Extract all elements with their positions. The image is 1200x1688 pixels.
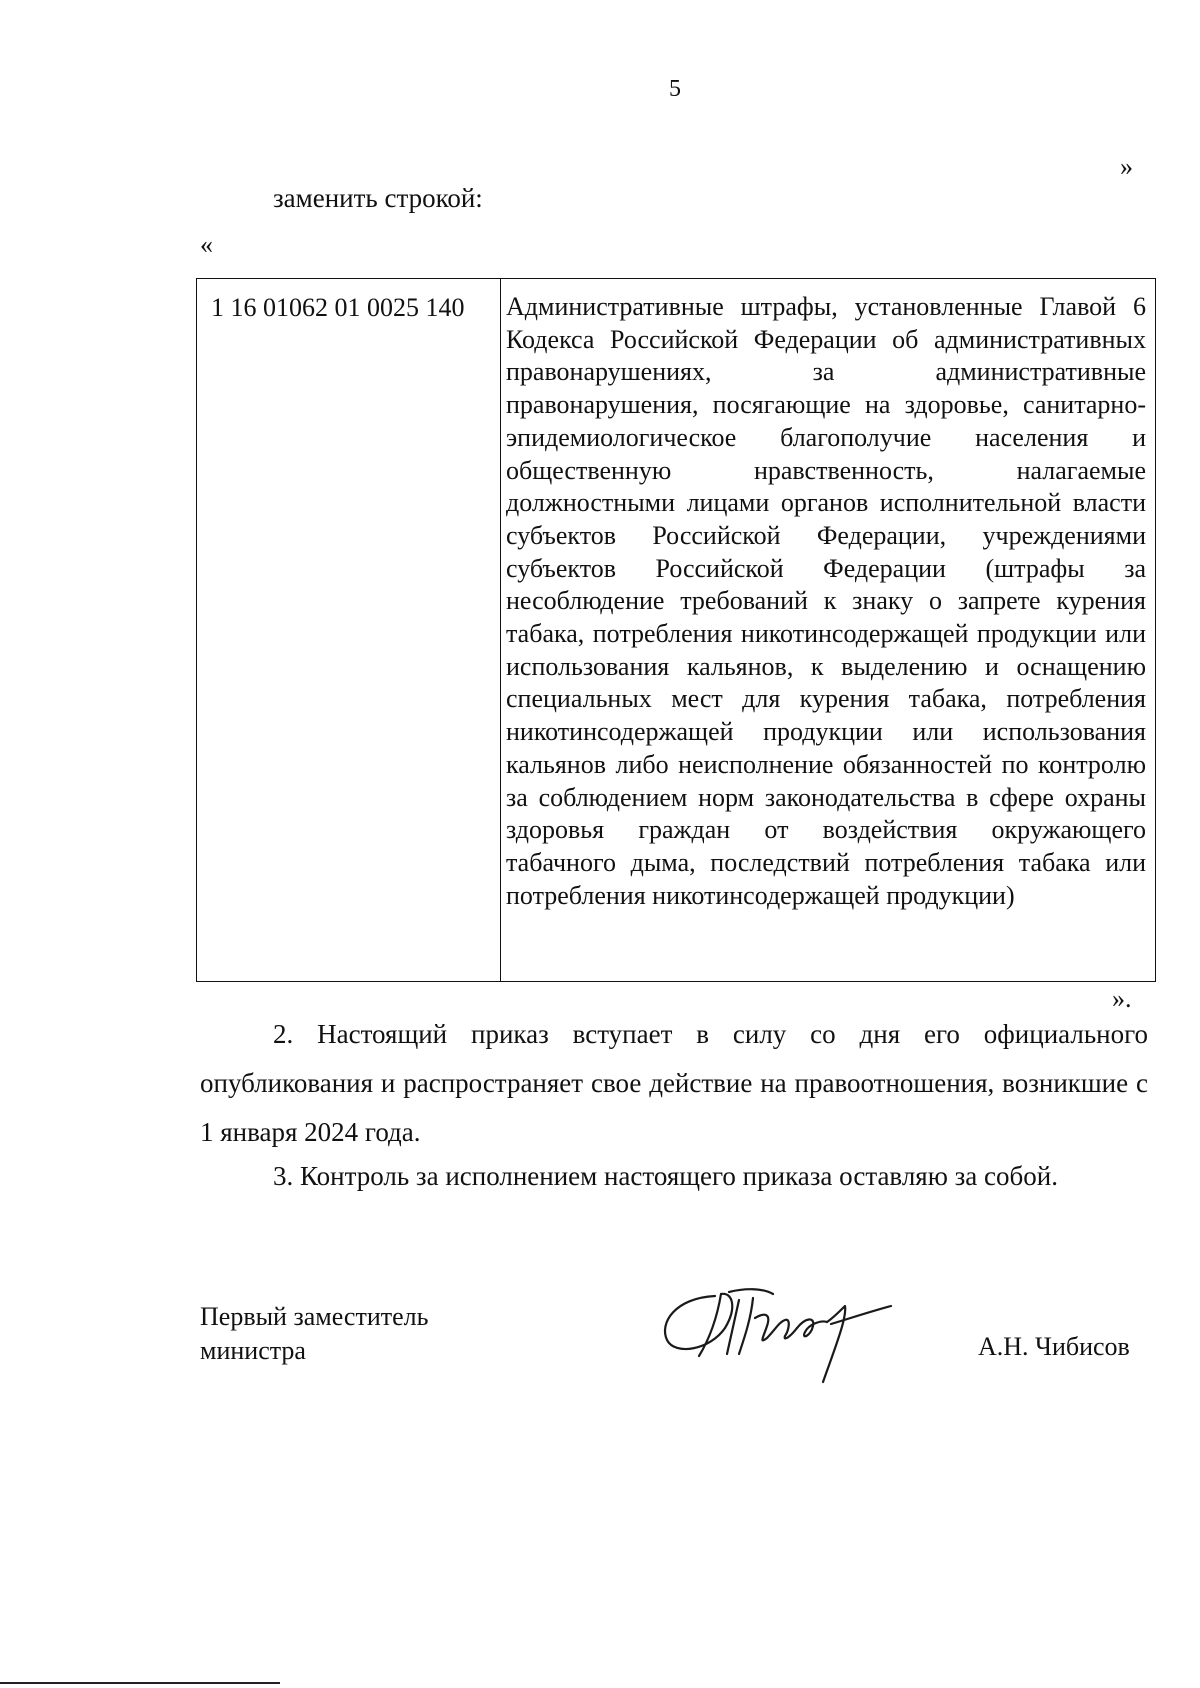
handwritten-signature-icon (655, 1278, 955, 1388)
signatory-name: А.Н. Чибисов (978, 1332, 1130, 1361)
paragraph-2: 2. Настоящий приказ вступает в силу со дня его официального опубликования и распространяет свое действие на правоотношения, возникшие с 1 января 2024 года. (200, 1019, 1148, 1147)
budget-code-table (196, 278, 1156, 982)
table-cell-code: 1 16 01062 01 0025 140 (211, 293, 465, 322)
signatory-title-line2: министра (200, 1336, 306, 1365)
closing-quote-table: ». (1112, 984, 1132, 1013)
replace-instruction: заменить строкой: (273, 183, 483, 213)
footer-rule (0, 1682, 280, 1684)
table-column-divider (500, 279, 501, 981)
paragraph-3: 3. Контроль за исполнением настоящего приказа оставляю за собой. (273, 1161, 1058, 1191)
opening-quote: « (200, 230, 213, 259)
closing-quote-top: » (1120, 152, 1133, 181)
signatory-title-line1: Первый заместитель (200, 1302, 429, 1331)
signatory-title (200, 1300, 428, 1368)
table-cell-description: Административные штрафы, установленные Главой 6 Кодекса Российской Федерации об административных правонарушениях, за административные правонарушения, посягающие на здоровье, санитарно-эпидемиологическое благополучие населения и общественную нравственность, налагаемые должностными лицами органов исполнительной власти субъектов Российской Федерации, учреждениями субъектов Российской Федерации (штрафы за несоблюдение требований к знаку о запрете курения табака, потребления никотинсодержащей продукции или использования кальянов, к выделению и оснащению специальных мест для курения табака, потребления никотинсодержащей продукции или использования кальянов либо неисполнение обязанностей по контролю за соблюдением норм законодательства в сфере охраны здоровья граждан от воздействия окружающего табачного дыма, последствий потребления табака или потребления никотинсодержащей продукции) (506, 292, 1146, 910)
page-number: 5 (669, 76, 681, 102)
